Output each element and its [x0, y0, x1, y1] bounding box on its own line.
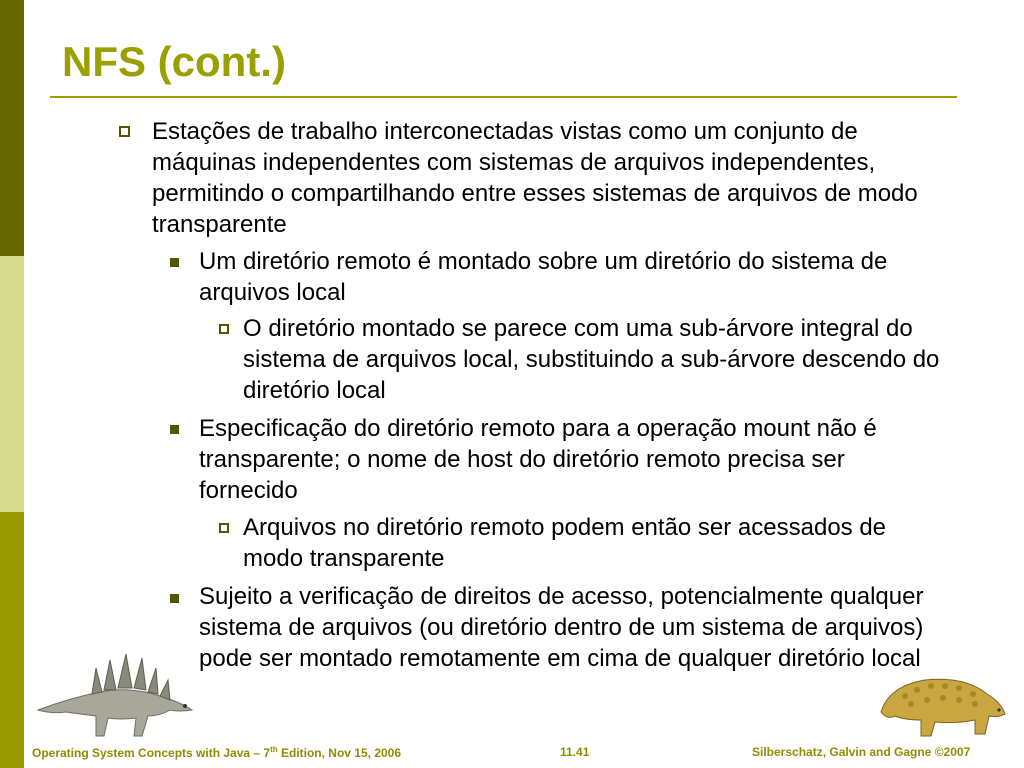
solid-square-bullet-icon: [170, 258, 179, 267]
footer-course-info: [32, 745, 401, 760]
hollow-square-bullet-icon: [219, 523, 229, 533]
bullet-item: Um diretório remoto é montado sobre um diretório do sistema de arquivos local: [199, 248, 888, 306]
footer-left-suffix: Edition, Nov 15, 2006: [277, 746, 402, 760]
bullet-item: Arquivos no diretório remoto podem então ser acessados de modo transparente: [243, 514, 887, 572]
slide-number: 11.41: [560, 745, 590, 759]
footer-left-prefix: Operating System Concepts with Java – 7: [32, 746, 271, 760]
bullet-item: Sujeito a verificação de direitos de acesso, potencialmente qualquer sistema de arquivos (ou diretório dentro de um sistema de arquivos) pode ser montado remotamente em cima de qualquer diretório local: [199, 583, 924, 672]
solid-square-bullet-icon: [170, 594, 179, 603]
solid-square-bullet-icon: [170, 425, 179, 434]
hollow-square-bullet-icon: [119, 126, 130, 137]
bullet-item: Especificação do diretório remoto para a operação mount não é transparente; o nome de host do diretório remoto precisa ser fornecido: [199, 415, 877, 504]
footer-copyright: Silberschatz, Galvin and Gagne ©2007: [752, 745, 971, 759]
bullet-item: O diretório montado se parece com uma sub-árvore integral do sistema de arquivos local, substituindo a sub-árvore descendo do diretório local: [243, 315, 940, 404]
hollow-square-bullet-icon: [219, 324, 229, 334]
footer-left-sup: th: [270, 745, 278, 754]
bullet-item: Estações de trabalho interconectadas vistas como um conjunto de máquinas independentes com sistemas de arquivos independentes, permitindo o compartilhando entre esses sistemas de arquivos de modo transparente: [152, 118, 918, 238]
slide-title: NFS (cont.): [62, 38, 286, 85]
